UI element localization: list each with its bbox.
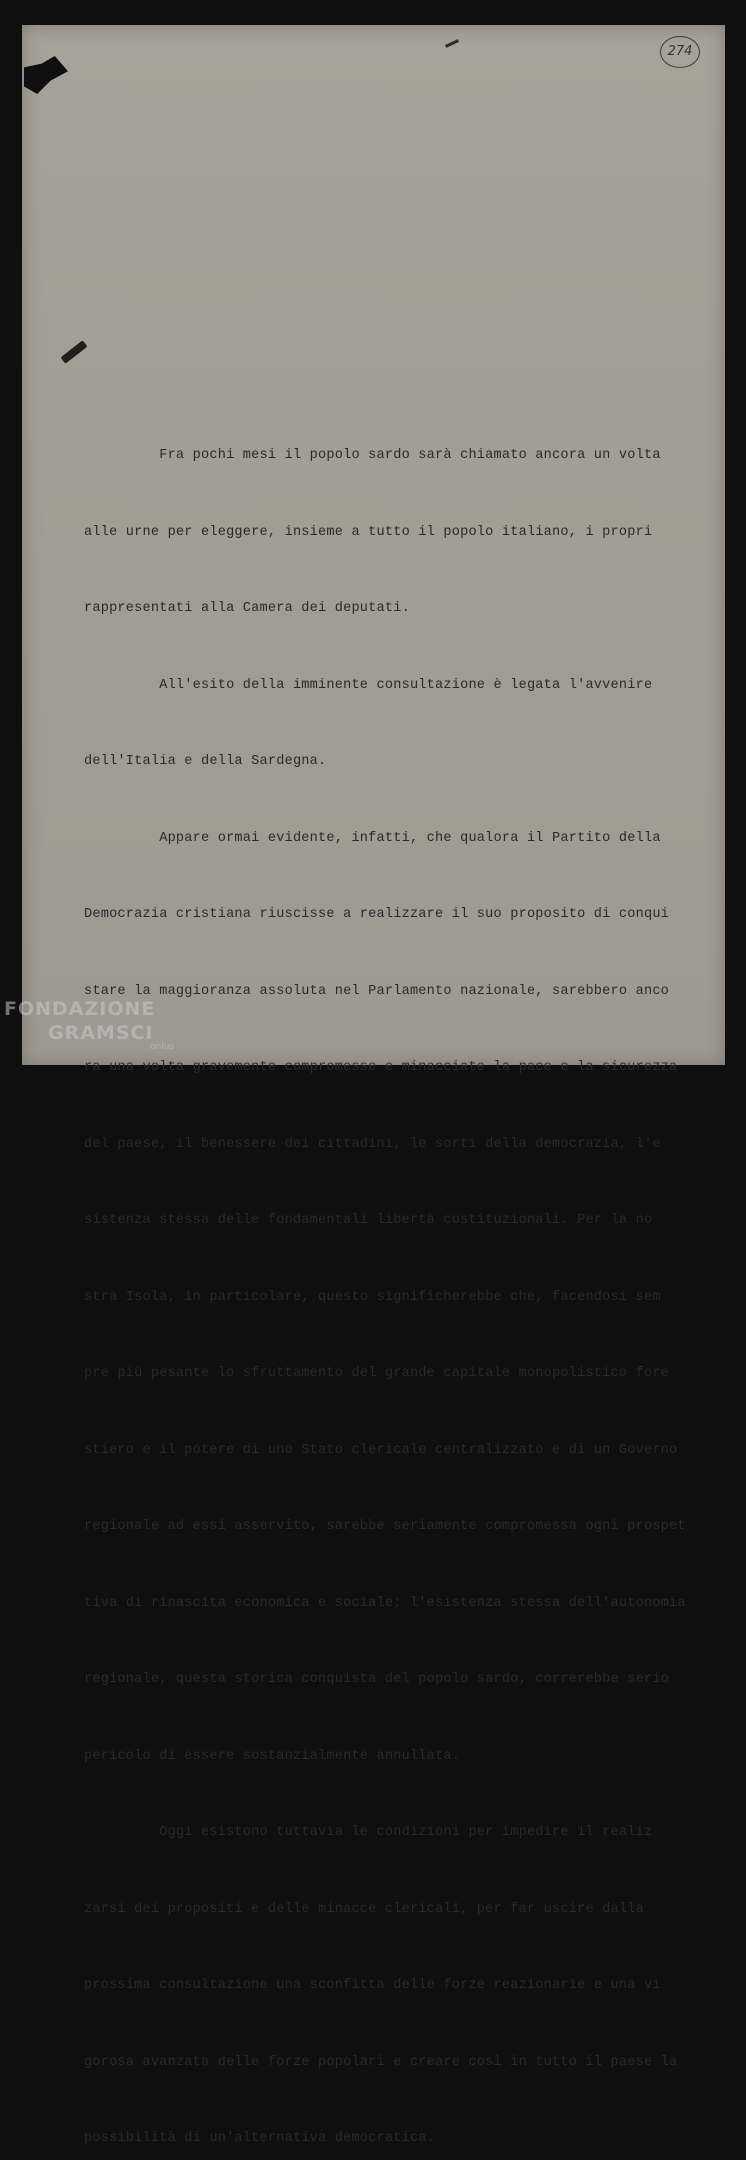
text-line: stra Isola, in particolare, questo significherebbe che, facendosi sem xyxy=(84,1289,661,1305)
text-line: rappresentati alla Camera dei deputati. xyxy=(84,601,410,616)
text-line: prossima consultazione una sconfitta delle forze reazionarie e una vi xyxy=(84,1978,661,1993)
text-line: dell'Italia e della Sardegna. xyxy=(84,754,327,769)
watermark-line-1: FONDAZIONE xyxy=(4,998,156,1020)
text-line: possibilità di un'alternativa democratica. xyxy=(84,2131,436,2146)
text-line: ra una volta gravemente compromesse e minacciate la pace e la sicurezza xyxy=(84,1060,678,1075)
text-line: alle urne per eleggere, insieme a tutto il popolo italiano, i propri xyxy=(84,524,653,540)
text-line: Democrazia cristiana riuscisse a realizzare il suo proposito di conqui xyxy=(84,907,670,922)
text-line: del paese, il benessere dei cittadini, le sorti della democrazia, l'e xyxy=(84,1136,661,1152)
typed-text-body xyxy=(84,392,714,2160)
text-line: pre più pesante lo sfruttamento del grande capitale monopolistico fore xyxy=(84,1366,670,1381)
text-line: stare la maggioranza assoluta nel Parlamento nazionale, sarebbero anco xyxy=(84,983,670,999)
fondazione-gramsci-watermark xyxy=(4,998,184,1052)
watermark-line-3: onlus xyxy=(150,1042,175,1052)
text-line: All'esito della imminente consultazione è legata l'avvenire xyxy=(84,677,653,693)
text-line: sistenza stessa delle fondamentali libertà costituzionali. Per la no xyxy=(84,1213,653,1228)
text-line: zarsi dei propositi e delle minacce clericali, per far uscire dalla xyxy=(84,1901,644,1917)
text-line: gorosa avanzata delle forze popolari e creare così in tutto il paese la xyxy=(84,2054,678,2070)
watermark-line-2: GRAMSCI xyxy=(48,1022,154,1044)
text-line: regionale, questa storica conquista del popolo sardo, correrebbe serio xyxy=(84,1672,670,1687)
text-line: stiero e il potere di uno Stato clericale centralizzato e di un Governo xyxy=(84,1442,678,1458)
page-number: 274 xyxy=(660,36,700,68)
text-line: Oggi esistono tuttavia le condizioni per impedire il realiz xyxy=(84,1825,653,1840)
text-line: Fra pochi mesi il popolo sardo sarà chiamato ancora un volta xyxy=(84,448,661,463)
text-line: tiva di rinascita economica e sociale; l'esistenza stessa dell'autonomia xyxy=(84,1595,686,1611)
text-line: regionale ad essi asservito, sarebbe seriamente compromessa ogni prospet xyxy=(84,1519,686,1534)
text-line: Appare ormai evidente, infatti, che qualora il Partito della xyxy=(84,830,661,846)
text-line: pericolo di essere sostanzialmente annullata. xyxy=(84,1748,461,1764)
